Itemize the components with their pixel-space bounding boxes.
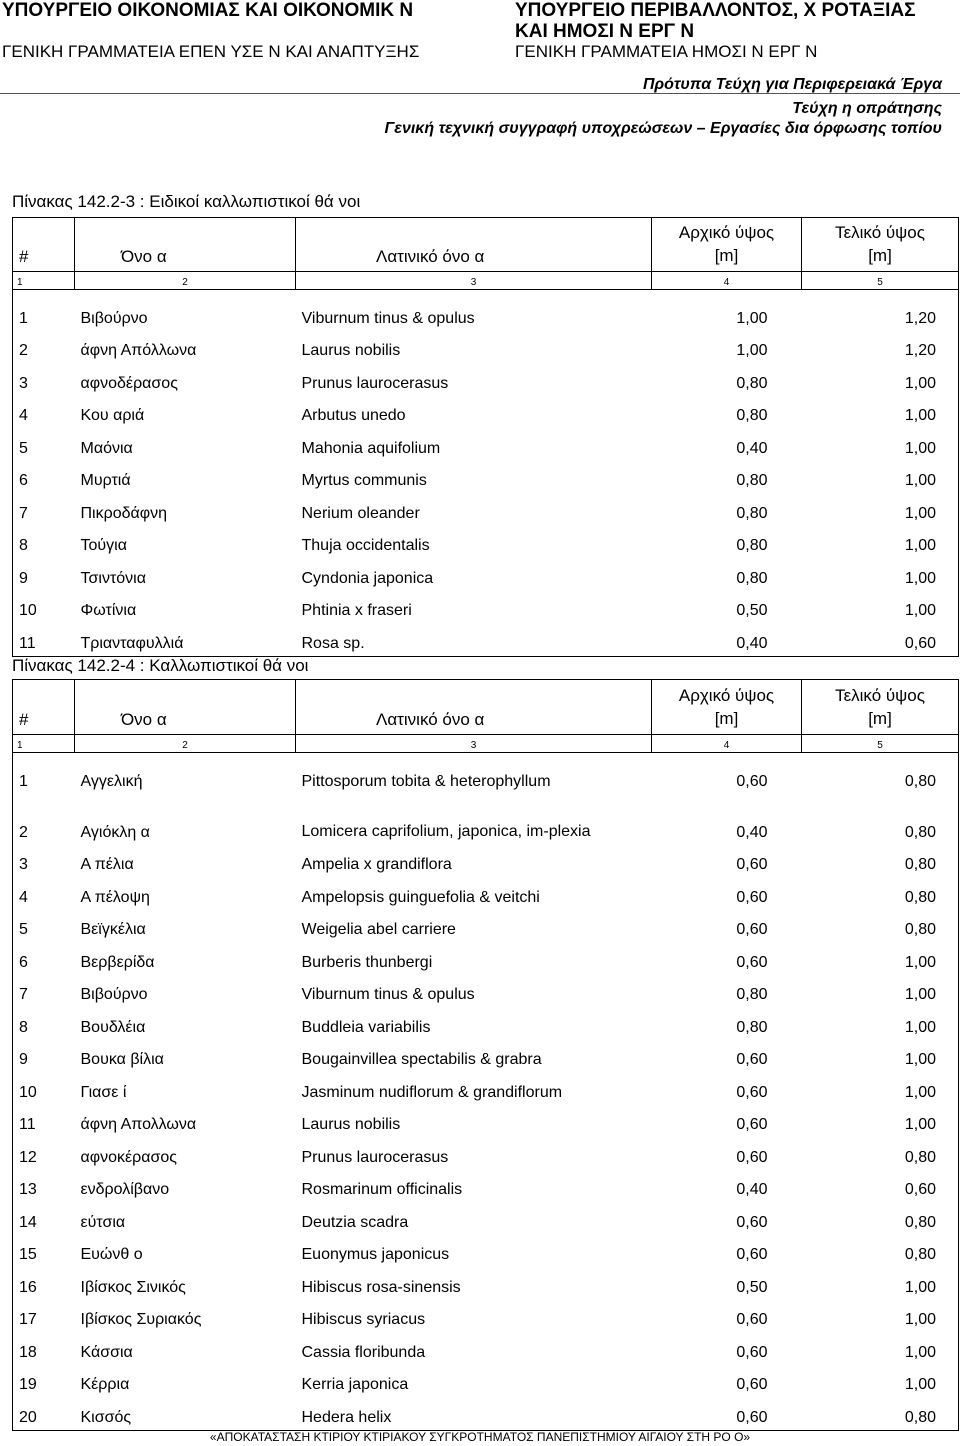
table-row — [13, 558, 959, 591]
left-secretariat-title: ΓΕΝΙΚΗ ΓΡΑΜΜΑΤΕΙΑ ΕΠΕΝ ΥΣΕ Ν ΚΑΙ ΑΝΑΠΤΥΞΗΣ — [2, 42, 420, 61]
plant-common-name: άφνη Απόλλωνα — [80, 342, 197, 359]
plant-latin-name: Viburnum tinus & opulus — [301, 309, 475, 327]
table-row — [13, 1072, 959, 1105]
plant-common-name: Πικροδάφνη — [80, 504, 168, 522]
row-number: 15 — [13, 1235, 75, 1268]
plant-latin-name: Ampelia x grandiflora — [301, 856, 452, 873]
plant-common-name: Βεϊγκέλια — [80, 921, 146, 938]
table2 — [12, 679, 959, 1431]
plant-latin-name: Nerium oleander — [301, 504, 420, 522]
plant-latin-name: Euonymus japonicus — [301, 1246, 450, 1263]
column-index-cell: 2 — [75, 272, 296, 290]
row-number: 19 — [13, 1365, 75, 1398]
row-number: 8 — [13, 1007, 75, 1040]
final-height-value: 0,80 — [802, 1235, 959, 1268]
plant-latin-name: Hibiscus rosa-sinensis — [301, 1278, 461, 1296]
initial-height-value: 0,80 — [736, 407, 768, 424]
plant-latin-name: Prunus laurocerasus — [301, 1148, 449, 1166]
final-height-value: 1,00 — [802, 1040, 959, 1073]
plant-common-name: άφνη Απολλωνα — [80, 1116, 197, 1133]
row-number: 13 — [13, 1170, 75, 1203]
plant-latin-name: Jasminum nudiflorum & grandiflorum — [301, 1083, 563, 1101]
plant-common-name: Αγιόκλη α — [80, 823, 150, 841]
plant-common-name: Κάσσια — [80, 1343, 133, 1361]
final-height-value: 1,00 — [802, 1267, 959, 1300]
table-row — [13, 1332, 959, 1365]
row-number: 20 — [13, 1397, 75, 1430]
initial-height-value: 0,80 — [736, 374, 768, 392]
row-number: 5 — [13, 910, 75, 943]
column-header-final-height: Τελικό ύψος [m] — [802, 680, 959, 735]
initial-height-value: 0,80 — [736, 472, 768, 489]
column-index-cell: 5 — [802, 272, 959, 290]
plant-latin-name: Bougainvillea spectabilis & grabra — [301, 1051, 542, 1068]
column-index-cell: 2 — [75, 735, 296, 753]
initial-height-value: 1,00 — [736, 309, 768, 327]
document-subtitle-3: Γενική τεχνική συγγραφή υποχρεώσεων – Εργασίες δια όρφωσης τοπίου — [384, 120, 942, 137]
row-number: 16 — [13, 1267, 75, 1300]
column-index-cell: 4 — [652, 272, 802, 290]
column-header-initial-height: Αρχικό ύψος [m] — [652, 680, 802, 735]
final-height-value: 1,00 — [802, 1072, 959, 1105]
initial-height-value: 1,00 — [736, 342, 768, 359]
table1 — [12, 217, 959, 657]
plant-common-name: ενδρολίβανο — [80, 1181, 170, 1198]
plant-common-name: Κου αριά — [80, 407, 145, 424]
column-header-final-height: Τελικό ύψος [m] — [802, 218, 959, 272]
plant-common-name: Κέρρια — [80, 1376, 130, 1393]
plant-latin-name: Ampelopsis guinguefolia & veitchi — [301, 888, 540, 906]
row-number: 9 — [13, 1040, 75, 1073]
column-index-row — [13, 735, 959, 753]
row-number: 2 — [13, 331, 75, 364]
plant-latin-name: Weigelia abel carriere — [301, 921, 456, 938]
table-row — [13, 1300, 959, 1333]
column-index-row — [13, 272, 959, 290]
initial-height-value: 0,60 — [736, 1213, 768, 1231]
plant-common-name: Γιασε ί — [80, 1083, 127, 1101]
plant-latin-name: Phtinia x fraseri — [301, 602, 412, 619]
final-height-value: 0,80 — [802, 1137, 959, 1170]
plant-common-name: Βουκα βίλια — [80, 1051, 164, 1068]
column-index-cell: 3 — [296, 735, 652, 753]
final-height-value: 1,20 — [802, 298, 959, 331]
plant-latin-name: Hibiscus syriacus — [301, 1311, 426, 1328]
plant-common-name: αφνοκέρασος — [80, 1148, 177, 1166]
row-number: 6 — [13, 461, 75, 494]
row-number: 3 — [13, 845, 75, 878]
plant-latin-name: Deutzia scadra — [301, 1213, 409, 1231]
table-row — [13, 623, 959, 656]
column-header-latin: Λατινικό όνο α — [296, 218, 652, 272]
row-number: 17 — [13, 1300, 75, 1333]
plant-latin-name: Myrtus communis — [301, 472, 427, 489]
document-subtitle-1: Πρότυπα Τεύχη για Περιφερειακά Έργα — [642, 76, 942, 93]
table-row — [13, 331, 959, 364]
table-row — [13, 975, 959, 1008]
initial-height-value: 0,60 — [736, 1246, 768, 1263]
initial-height-value: 0,60 — [736, 1083, 768, 1101]
table-row — [13, 1267, 959, 1300]
column-header-number: # — [13, 218, 75, 272]
plant-latin-name: Hedera helix — [296, 1397, 652, 1430]
final-height-value: 1,00 — [802, 396, 959, 429]
row-number: 5 — [13, 428, 75, 461]
plant-common-name: Τούγια — [80, 537, 127, 554]
initial-height-value: 0,60 — [736, 772, 768, 790]
plant-latin-name: Thuja occidentalis — [301, 537, 430, 554]
plant-common-name: Μυρτιά — [80, 472, 131, 489]
table-row — [13, 877, 959, 910]
final-height-value: 1,00 — [802, 428, 959, 461]
table-row — [13, 298, 959, 331]
final-height-value: 1,00 — [802, 558, 959, 591]
final-height-value: 0,60 — [802, 1170, 959, 1203]
row-number: 3 — [13, 363, 75, 396]
row-number: 18 — [13, 1332, 75, 1365]
row-number: 14 — [13, 1202, 75, 1235]
plant-latin-name: Rosmarinum officinalis — [301, 1181, 463, 1198]
initial-height-value: 0,80 — [736, 504, 768, 522]
initial-height-value: 0,40 — [736, 823, 768, 841]
table-row — [13, 1397, 959, 1430]
initial-height-value: 0,40 — [736, 1181, 768, 1198]
final-height-value: 1,00 — [802, 975, 959, 1008]
final-height-value: 1,00 — [802, 1300, 959, 1333]
table-row — [13, 363, 959, 396]
column-index-cell: 1 — [13, 272, 75, 290]
plant-common-name: Ιβίσκος Σινικός — [80, 1278, 186, 1296]
final-height-value: 1,00 — [802, 942, 959, 975]
column-header-initial-height: Αρχικό ύψος [m] — [652, 218, 802, 272]
column-header-name: Όνο α — [75, 218, 296, 272]
row-number: 10 — [13, 591, 75, 624]
plant-common-name: Ευώνθ ο — [80, 1246, 143, 1263]
final-height-value: 1,00 — [802, 1105, 959, 1138]
initial-height-value: 0,60 — [736, 1311, 768, 1328]
row-number: 2 — [13, 794, 75, 845]
table-row — [13, 1105, 959, 1138]
plant-common-name: αφνοδέρασος — [80, 374, 178, 392]
plant-latin-name: Lomicera caprifolium, japonica, im-plexia — [301, 822, 591, 840]
row-number: 7 — [13, 975, 75, 1008]
right-ministry-title-line2: ΚΑΙ ΗΜΟΣΙ Ν ΕΡΓ Ν — [515, 21, 695, 42]
table-row — [13, 1137, 959, 1170]
final-height-value: 1,00 — [802, 493, 959, 526]
table-row — [13, 761, 959, 794]
plant-latin-name: Laurus nobilis — [301, 1116, 401, 1133]
initial-height-value: 0,60 — [736, 1376, 768, 1393]
final-height-value: 1,00 — [802, 461, 959, 494]
plant-common-name: Α πέλια — [80, 856, 134, 873]
plant-latin-name: Cassia floribunda — [301, 1343, 426, 1361]
plant-common-name: Αγγελική — [80, 772, 143, 790]
left-ministry-title: ΥΠΟΥΡΓΕΙΟ ΟΙΚΟΝΟΜΙΑΣ ΚΑΙ ΟΙΚΟΝΟΜΙΚ Ν — [2, 0, 414, 21]
table-row — [13, 910, 959, 943]
plant-common-name: Τσιντόνια — [80, 569, 146, 587]
final-height-value: 0,80 — [802, 794, 959, 845]
initial-height-value: 0,60 — [736, 1116, 768, 1133]
plant-latin-name: Kerria japonica — [301, 1376, 409, 1393]
row-number: 1 — [13, 761, 75, 794]
row-number: 10 — [13, 1072, 75, 1105]
final-height-value: 1,00 — [802, 1365, 959, 1398]
final-height-value: 0,80 — [802, 877, 959, 910]
initial-height-value: 0,60 — [736, 953, 768, 971]
right-ministry-title-line1: ΥΠΟΥΡΓΕΙΟ ΠΕΡΙΒΑΛΛΟΝΤΟΣ, Χ ΡΟΤΑΞΙΑΣ — [515, 0, 916, 21]
final-height-value: 0,60 — [802, 623, 959, 656]
row-number: 9 — [13, 558, 75, 591]
initial-height-value: 0,50 — [736, 1278, 768, 1296]
table-row — [13, 942, 959, 975]
row-number: 11 — [13, 623, 75, 656]
initial-height-value: 0,40 — [736, 439, 768, 457]
plant-latin-name: Pittosporum tobita & heterophyllum — [301, 772, 551, 790]
plant-latin-name: Viburnum tinus & opulus — [301, 986, 475, 1003]
final-height-value: 1,00 — [802, 526, 959, 559]
table-row — [13, 591, 959, 624]
document-subtitle-2: Τεύχη η οπράτησης — [792, 100, 942, 117]
row-number: 11 — [13, 1105, 75, 1138]
plant-common-name: Βιβούρνο — [80, 309, 148, 327]
plant-common-name: Βερβερίδα — [80, 953, 155, 971]
final-height-value: 0,80 — [802, 845, 959, 878]
final-height-value: 0,80 — [802, 910, 959, 943]
final-height-value: 0,80 — [802, 1202, 959, 1235]
table-row — [13, 1202, 959, 1235]
table-row — [13, 461, 959, 494]
plant-common-name: Βιβούρνο — [80, 986, 148, 1003]
column-index-cell: 1 — [13, 735, 75, 753]
initial-height-value: 0,60 — [736, 1148, 768, 1166]
table-row — [13, 1040, 959, 1073]
initial-height-value: 0,80 — [736, 986, 768, 1003]
final-height-value: 1,20 — [802, 331, 959, 364]
final-height-value: 1,00 — [802, 591, 959, 624]
initial-height-value: 0,60 — [736, 856, 768, 873]
initial-height-value: 0,60 — [736, 921, 768, 938]
plant-common-name: Βουδλέια — [80, 1018, 146, 1036]
initial-height-value: 0,60 — [736, 1343, 768, 1361]
table-row — [13, 493, 959, 526]
table-row — [13, 526, 959, 559]
initial-height-value: 0,60 — [652, 1397, 802, 1430]
initial-height-value: 0,80 — [736, 569, 768, 587]
initial-height-value: 0,80 — [736, 537, 768, 554]
column-header-name: Όνο α — [75, 680, 296, 735]
final-height-value: 1,00 — [802, 1007, 959, 1040]
plant-common-name: Τριανταφυλλιά — [75, 623, 296, 656]
plant-latin-name: Laurus nobilis — [301, 342, 401, 359]
plant-latin-name: Cyndonia japonica — [301, 569, 434, 587]
row-number: 7 — [13, 493, 75, 526]
table-row — [13, 428, 959, 461]
table2-caption: Πίνακας 142.2-4 : Καλλωπιστικοί θά νοι — [12, 656, 309, 675]
final-height-value: 0,80 — [802, 1397, 959, 1430]
plant-latin-name: Arbutus unedo — [301, 407, 406, 424]
initial-height-value: 0,50 — [736, 602, 768, 619]
plant-common-name: Α πέλοψη — [80, 888, 150, 906]
table-row — [13, 845, 959, 878]
table-row — [13, 396, 959, 429]
plant-common-name: Φωτίνια — [80, 602, 137, 619]
plant-latin-name: Buddleia variabilis — [301, 1018, 431, 1036]
table1-caption: Πίνακας 142.2-3 : Ειδικοί καλλωπιστικοί θά νοι — [12, 192, 361, 211]
right-secretariat-title: ΓΕΝΙΚΗ ΓΡΑΜΜΑΤΕΙΑ ΗΜΟΣΙ Ν ΕΡΓ Ν — [515, 42, 818, 61]
plant-common-name: Μαόνια — [80, 439, 133, 457]
column-header-number: # — [13, 680, 75, 735]
plant-latin-name: Rosa sp. — [296, 623, 652, 656]
plant-latin-name: Mahonia aquifolium — [301, 439, 441, 457]
table-row — [13, 794, 959, 845]
plant-common-name: Κισσός — [75, 1397, 296, 1430]
column-index-cell: 3 — [296, 272, 652, 290]
table2-body — [13, 735, 959, 1431]
page-footer: «ΑΠΟΚΑΤΑΣΤΑΣΗ ΚΤΙΡΙΟΥ ΚΤΙΡΙΑΚΟΥ ΣΥΓΚΡΟΤΗΜΑΤΟΣ ΠΑΝΕΠΙΣΤΗΜΙΟΥ ΑΙΓΑΙΟΥ ΣΤΗ ΡΟ Ο» — [209, 1430, 751, 1444]
row-number: 8 — [13, 526, 75, 559]
column-index-cell: 4 — [652, 735, 802, 753]
table-row — [13, 1235, 959, 1268]
final-height-value: 0,80 — [802, 761, 959, 794]
table1-body — [13, 272, 959, 657]
table-row — [13, 1365, 959, 1398]
initial-height-value: 0,60 — [736, 888, 768, 906]
plant-common-name: Ιβίσκος Συριακός — [80, 1311, 202, 1328]
initial-height-value: 0,80 — [736, 1018, 768, 1036]
row-number: 1 — [13, 298, 75, 331]
row-number: 4 — [13, 396, 75, 429]
column-index-cell: 5 — [802, 735, 959, 753]
final-height-value: 1,00 — [802, 1332, 959, 1365]
initial-height-value: 0,60 — [736, 1051, 768, 1068]
row-number: 6 — [13, 942, 75, 975]
row-number: 12 — [13, 1137, 75, 1170]
table-row — [13, 1007, 959, 1040]
column-header-latin: Λατινικό όνο α — [296, 680, 652, 735]
plant-latin-name: Prunus laurocerasus — [301, 374, 449, 392]
plant-latin-name: Burberis thunbergi — [301, 953, 433, 971]
final-height-value: 1,00 — [802, 363, 959, 396]
row-number: 4 — [13, 877, 75, 910]
table-row — [13, 1170, 959, 1203]
plant-common-name: εύτσια — [80, 1213, 126, 1231]
initial-height-value: 0,40 — [652, 623, 802, 656]
